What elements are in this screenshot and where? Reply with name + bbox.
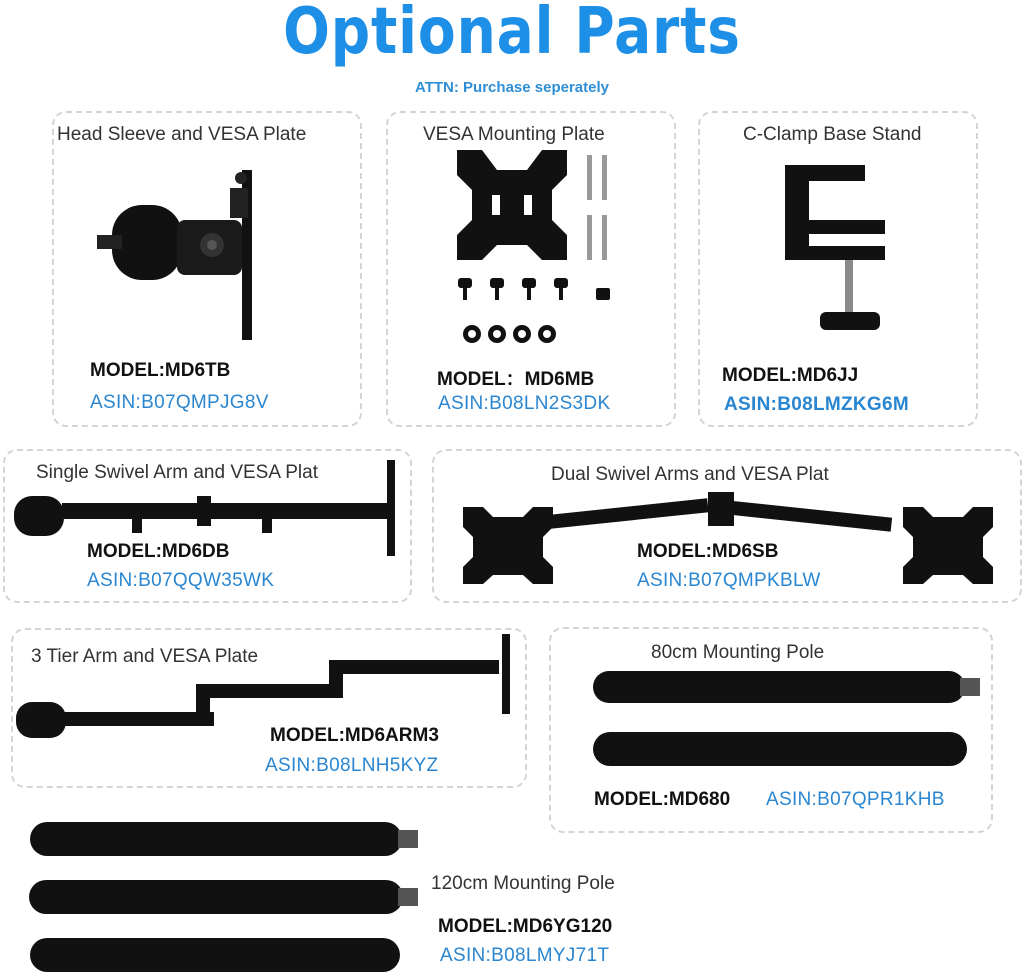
part-label: 120cm Mounting Pole <box>431 873 615 894</box>
asin-number: ASIN:B07QPR1KHB <box>766 789 945 810</box>
asin-number: ASIN:B08LN2S3DK <box>438 393 611 414</box>
model-number: MODEL:MD6DB <box>87 541 230 562</box>
attn-note: ATTN: Purchase seperately <box>415 79 609 96</box>
model-number: MODEL:MD680 <box>594 789 731 810</box>
part-label: Dual Swivel Arms and VESA Plat <box>551 464 829 485</box>
part-label: 80cm Mounting Pole <box>651 642 825 663</box>
model-number: MODEL:MD6SB <box>637 541 779 562</box>
c-clamp-image <box>775 160 895 340</box>
model-number: MODEL:MD6TB <box>90 360 231 381</box>
part-label: VESA Mounting Plate <box>423 124 605 145</box>
3-tier-arm-image <box>14 632 514 742</box>
model-number: MODEL:MD6ARM3 <box>270 725 439 746</box>
asin-number: ASIN:B07QMPKBLW <box>637 570 821 591</box>
part-label: Single Swivel Arm and VESA Plat <box>36 462 318 483</box>
asin-number: ASIN:B08LMYJ71T <box>440 945 610 966</box>
120cm-pole-image <box>26 818 426 977</box>
page-title: Optional Parts <box>283 0 741 69</box>
asin-number: ASIN:B08LMZKG6M <box>724 394 910 415</box>
part-label: Head Sleeve and VESA Plate <box>57 124 307 145</box>
model-number: MODEL:MD6YG120 <box>438 916 613 937</box>
part-label: C-Clamp Base Stand <box>743 124 922 145</box>
asin-number: ASIN:B08LNH5KYZ <box>265 755 439 776</box>
asin-number: ASIN:B07QQW35WK <box>87 570 275 591</box>
80cm-pole-image <box>590 668 990 770</box>
model-number: MODEL:MD6JJ <box>722 365 859 386</box>
head-sleeve-image <box>92 160 272 350</box>
model-number: MODEL：MD6MB <box>437 369 595 390</box>
part-label: 3 Tier Arm and VESA Plate <box>31 646 259 667</box>
vesa-plate-image <box>452 150 632 350</box>
asin-number: ASIN:B07QMPJG8V <box>90 392 269 413</box>
